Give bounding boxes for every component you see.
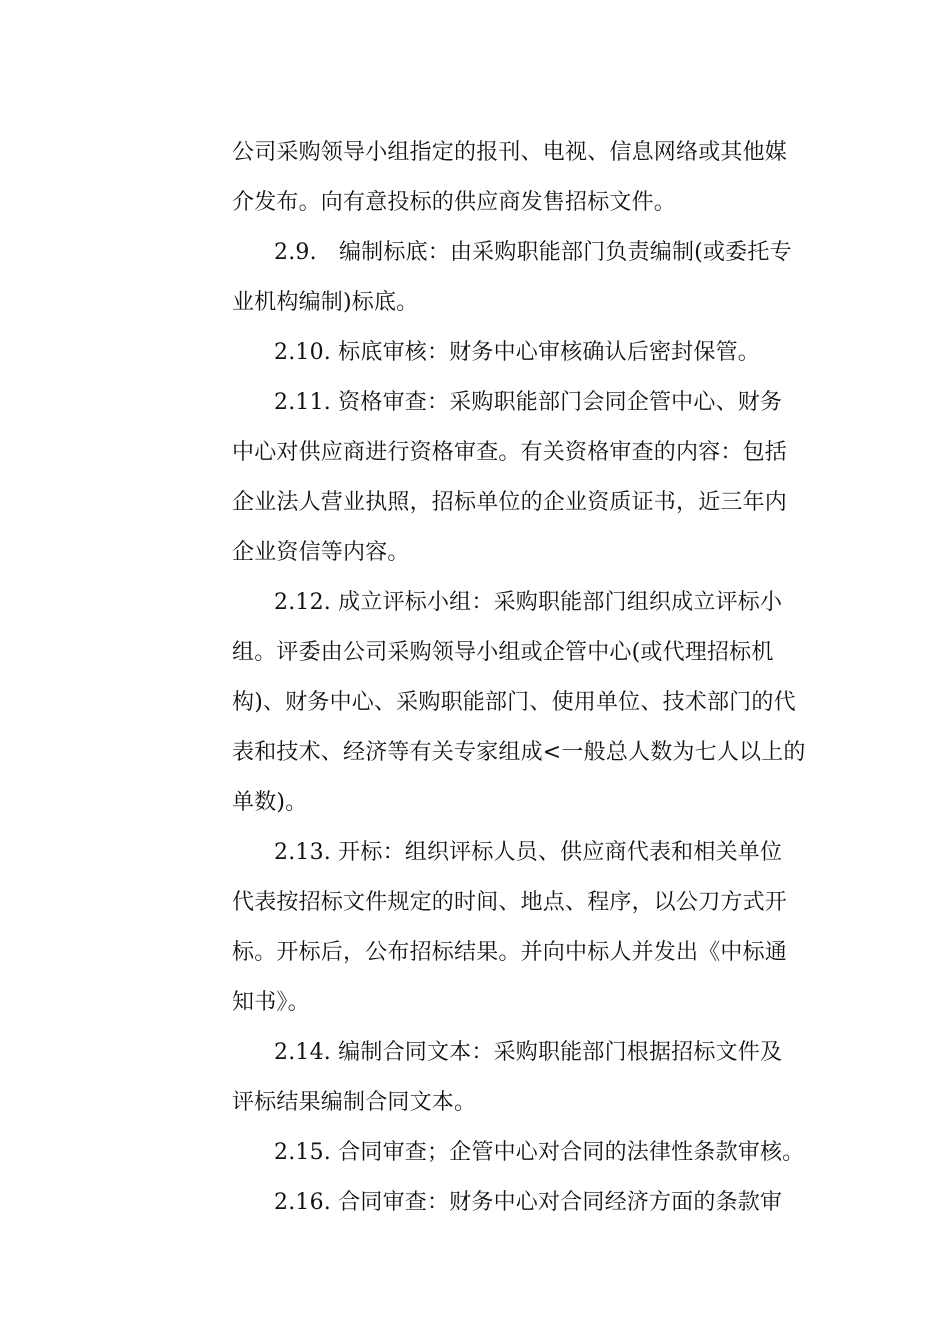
text-line: 标。开标后，公布招标结果。并向中标人并发出《中标通 bbox=[232, 940, 788, 965]
clause-2-16: 2.16. 合同审查：财务中心对合同经济方面的条款审 bbox=[274, 1190, 783, 1215]
text-line: 中心对供应商进行资格审查。有关资格审查的内容：包括 bbox=[232, 440, 788, 465]
clause-2-14: 2.14. 编制合同文本：采购职能部门根据招标文件及 bbox=[274, 1040, 783, 1065]
text-line: 介发布。向有意投标的供应商发售招标文件。 bbox=[232, 190, 677, 215]
text-line: 单数)。 bbox=[232, 790, 308, 815]
clause-2-9: 2.9. 编制标底：由采购职能部门负责编制(或委托专 bbox=[274, 240, 792, 265]
text-line: 企业资信等内容。 bbox=[232, 540, 410, 565]
text-line: 组。评委由公司采购领导小组或企管中心(或代理招标机 bbox=[232, 640, 774, 665]
clause-2-12: 2.12. 成立评标小组：采购职能部门组织成立评标小 bbox=[274, 590, 783, 615]
clause-2-13: 2.13. 开标：组织评标人员、供应商代表和相关单位 bbox=[274, 840, 783, 865]
text-line: 公司采购领导小组指定的报刊、电视、信息网络或其他媒 bbox=[232, 140, 788, 165]
body-text bbox=[232, 128, 810, 1228]
text-line: 代表按招标文件规定的时间、地点、程序，以公刀方式开 bbox=[232, 890, 788, 915]
text-line: 表和技术、经济等有关专家组成<一般总人数为七人以上的 bbox=[232, 740, 806, 765]
text-line: 知书》。 bbox=[232, 990, 310, 1015]
text-line: 业机构编制)标底。 bbox=[232, 290, 419, 315]
clause-2-10: 2.10. 标底审核：财务中心审核确认后密封保管。 bbox=[274, 340, 760, 365]
text-line: 构)、财务中心、采购职能部门、使用单位、技术部门的代 bbox=[232, 690, 796, 715]
clause-2-11: 2.11. 资格审查：采购职能部门会同企管中心、财务 bbox=[274, 390, 783, 415]
text-line: 企业法人营业执照，招标单位的企业资质证书，近三年内 bbox=[232, 490, 788, 515]
text-line: 评标结果编制合同文本。 bbox=[232, 1090, 477, 1115]
clause-2-15: 2.15. 合同审查；企管中心对合同的法律性条款审核。 bbox=[274, 1140, 805, 1165]
